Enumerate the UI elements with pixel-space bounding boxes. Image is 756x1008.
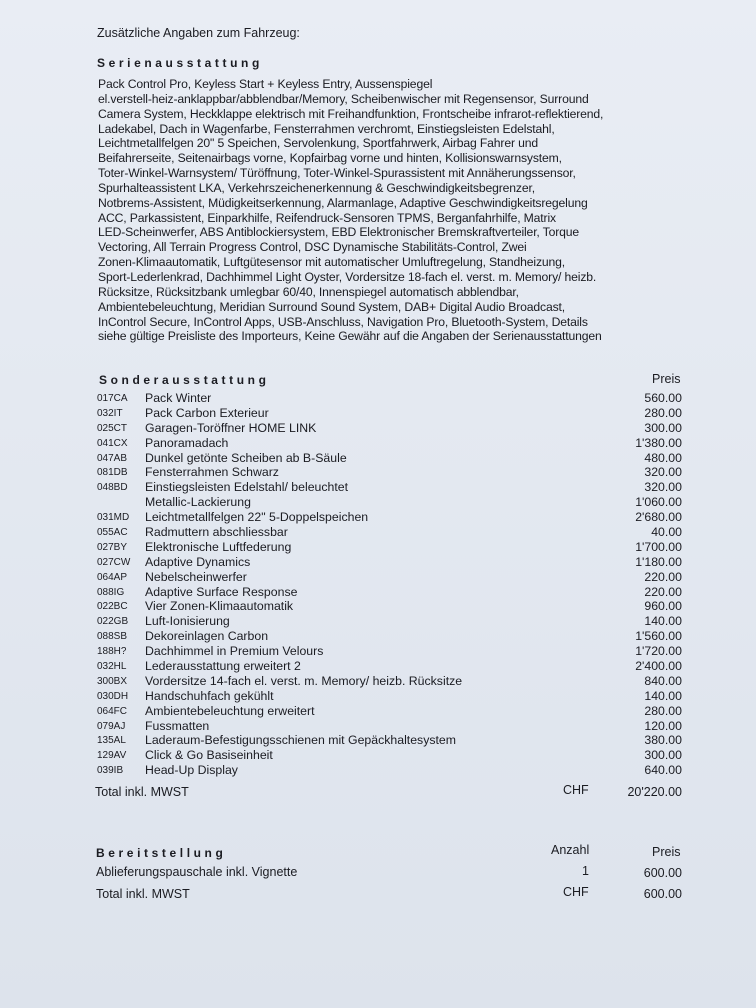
item-code: 032IT xyxy=(97,407,123,419)
serien-line: Zonen-Klimaautomatik, Luftgütesensor mit automatischer Umluftregelung, Standheizung, xyxy=(98,255,566,270)
serien-line: LED-Scheinwerfer, ABS Antiblockiersystem, EBD Elektronischer Bremskraftverteiler, Torque xyxy=(98,225,580,240)
table-row xyxy=(0,748,756,763)
table-row xyxy=(0,674,756,689)
item-price: 300.00 xyxy=(644,748,682,763)
table-row xyxy=(0,570,756,585)
serien-line: Rücksitze, Rücksitzbank umlegbar 60/40, Innenspiegel automatisch abblendbar, xyxy=(98,284,519,299)
item-desc: Leichtmetallfelgen 22" 5-Doppelspeichen xyxy=(145,510,369,525)
item-code: 300BX xyxy=(97,675,128,687)
item-code: 027BY xyxy=(97,541,128,553)
item-desc: Handschuhfach gekühlt xyxy=(145,688,274,703)
item-desc: Dachhimmel in Premium Velours xyxy=(145,644,324,659)
item-code: 055AC xyxy=(97,527,128,539)
item-code: 129AV xyxy=(97,750,127,762)
sonder-table xyxy=(0,391,756,778)
serien-text xyxy=(98,77,658,344)
item-desc: Garagen-Toröffner HOME LINK xyxy=(145,420,317,435)
item-code: 032HL xyxy=(97,661,127,673)
serien-line: el.verstell-heiz-anklappbar/abblendbar/Memory, Scheibenwischer mit Regensensor, Surround xyxy=(98,91,589,106)
intro-heading: Zusätzliche Angaben zum Fahrzeug: xyxy=(97,26,300,40)
item-price: 640.00 xyxy=(644,763,682,778)
serien-line: Camera System, Heckklappe elektrisch mit Freihandfunktion, Frontscheibe infrarot-reflektierend, xyxy=(98,106,604,121)
item-code: 064AP xyxy=(97,571,128,583)
item-price: 1'560.00 xyxy=(635,629,682,644)
item-price: 1'720.00 xyxy=(635,644,682,659)
item-code: 022BC xyxy=(97,601,128,613)
table-row xyxy=(0,540,756,555)
bereit-heading: Bereitstellung xyxy=(96,846,227,860)
item-code: 030DH xyxy=(97,690,129,702)
bereit-qty-header: Anzahl xyxy=(551,843,590,857)
item-code: 025CT xyxy=(97,422,128,434)
item-code: 017CA xyxy=(97,393,128,404)
item-code: 047AB xyxy=(97,452,128,464)
item-price: 220.00 xyxy=(644,584,682,599)
table-row xyxy=(0,689,756,704)
item-desc: Click & Go Basiseinheit xyxy=(145,748,273,763)
item-desc: Luft-Ionisierung xyxy=(145,614,230,629)
serien-line: Beifahrerseite, Seitenairbags vorne, Kopfairbag vorne und hinten, Kollisionswarnsystem, xyxy=(98,151,562,166)
serien-line: ACC, Parkassistent, Einparkhilfe, Reifendruck-Sensoren TPMS, Berganfahrhilfe, Matrix xyxy=(98,210,556,225)
item-desc: Radmuttern abschliessbar xyxy=(145,525,288,540)
item-desc: Head-Up Display xyxy=(145,763,238,778)
item-code: 088IG xyxy=(97,586,125,598)
item-price: 2'680.00 xyxy=(635,510,682,525)
table-row xyxy=(0,436,756,451)
table-row xyxy=(0,644,756,659)
serien-line: Ladekabel, Dach in Wagenfarbe, Fensterrahmen verchromt, Einstiegsleisten Edelstahl, xyxy=(98,121,555,136)
item-price: 140.00 xyxy=(644,614,682,629)
item-price: 1'700.00 xyxy=(635,539,682,554)
item-price: 560.00 xyxy=(644,391,682,405)
table-row xyxy=(0,465,756,480)
item-price: 300.00 xyxy=(644,420,682,435)
serien-line: Pack Control Pro, Keyless Start + Keyless Entry, Aussenspiegel xyxy=(98,77,433,91)
bereit-item-qty: 1 xyxy=(582,864,589,878)
sonder-total-label: Total inkl. MWST xyxy=(95,785,189,799)
table-row xyxy=(0,480,756,495)
item-price: 280.00 xyxy=(644,405,682,420)
item-code: 135AL xyxy=(97,735,126,747)
bereit-total-label: Total inkl. MWST xyxy=(96,887,190,901)
serien-line: InControl Secure, InControl Apps, USB-Anschluss, Navigation Pro, Bluetooth-System, Details xyxy=(98,314,588,329)
item-desc: Vordersitze 14-fach el. verst. m. Memory/ heizb. Rücksitze xyxy=(145,673,463,688)
serien-line: Toter-Winkel-Warnsystem/ Türöffnung, Toter-Winkel-Spurassistent mit Annäherungssensor, xyxy=(98,166,576,181)
item-desc: Einstiegsleisten Edelstahl/ beleuchtet xyxy=(145,480,349,495)
item-price: 1'180.00 xyxy=(635,554,682,569)
item-code: 039IB xyxy=(97,765,124,777)
item-price: 140.00 xyxy=(644,688,682,703)
item-desc: Laderaum-Befestigungsschienen mit Gepäckhaltesystem xyxy=(145,733,457,748)
serien-line: Spurhalteassistent LKA, Verkehrszeichenerkennung & Geschwindigkeitsbegrenzer, xyxy=(98,180,535,195)
serien-line: siehe gültige Preisliste des Importeurs, Keine Gewähr auf die Angaben der Serienausstattungen xyxy=(98,329,602,344)
item-desc: Adaptive Dynamics xyxy=(145,554,251,569)
item-desc: Ambientebeleuchtung erweitert xyxy=(145,703,315,718)
item-price: 960.00 xyxy=(644,599,682,614)
item-code: 031MD xyxy=(97,512,130,524)
table-row xyxy=(0,719,756,734)
item-code: 041CX xyxy=(97,437,128,449)
table-row xyxy=(0,406,756,421)
table-row xyxy=(0,421,756,436)
table-row xyxy=(0,629,756,644)
serien-line: Notbrems-Assistent, Müdigkeitserkennung, Alarmanlage, Adaptive Geschwindigkeitsregelung xyxy=(98,195,588,210)
item-desc: Pack Winter xyxy=(145,391,212,405)
bereit-total-value: 600.00 xyxy=(643,887,682,901)
item-price: 840.00 xyxy=(644,673,682,688)
serien-line: Vectoring, All Terrain Progress Control, DSC Dynamische Stabilitäts-Control, Zwei xyxy=(98,240,527,255)
bereit-total-currency: CHF xyxy=(563,885,589,899)
item-desc: Fensterrahmen Schwarz xyxy=(145,465,279,480)
table-row xyxy=(0,525,756,540)
item-code: 079AJ xyxy=(97,720,126,732)
item-price: 480.00 xyxy=(644,450,682,465)
sonder-total-value: 20'220.00 xyxy=(627,785,682,799)
item-code: 188H? xyxy=(97,646,127,658)
table-row xyxy=(0,585,756,600)
item-price: 1'060.00 xyxy=(635,495,682,510)
item-desc: Dekoreinlagen Carbon xyxy=(145,629,269,644)
table-row xyxy=(0,555,756,570)
table-row xyxy=(0,733,756,748)
serien-line: Sport-Lederlenkrad, Dachhimmel Light Oyster, Vordersitze 18-fach el. verst. m. Memory/ heizb. xyxy=(98,269,597,284)
serien-heading: Serienausstattung xyxy=(97,56,263,70)
serien-line: Leichtmetallfelgen 20" 5 Speichen, Servolenkung, Sportfahrwerk, Airbag Fahrer und xyxy=(98,136,538,151)
table-row xyxy=(0,451,756,466)
item-price: 320.00 xyxy=(644,480,682,495)
sonder-heading: Sonderausstattung xyxy=(99,373,270,387)
sonder-total-currency: CHF xyxy=(563,783,589,797)
item-desc: Vier Zonen-Klimaautomatik xyxy=(145,599,294,614)
table-row xyxy=(0,763,756,778)
table-row xyxy=(0,614,756,629)
item-code: 027CW xyxy=(97,556,131,568)
item-code: 064FC xyxy=(97,705,128,717)
item-price: 2'400.00 xyxy=(635,659,682,674)
serien-line: Ambientebeleuchtung, Meridian Surround Sound System, DAB+ Digital Audio Broadcast, xyxy=(98,299,566,314)
item-desc: Dunkel getönte Scheiben ab B-Säule xyxy=(145,450,347,465)
item-price: 40.00 xyxy=(651,525,682,540)
item-price: 320.00 xyxy=(644,465,682,480)
item-price: 280.00 xyxy=(644,703,682,718)
item-code: 048BD xyxy=(97,482,128,494)
table-row xyxy=(0,659,756,674)
item-price: 380.00 xyxy=(644,733,682,748)
bereit-item-desc: Ablieferungspauschale inkl. Vignette xyxy=(96,865,298,879)
item-price: 120.00 xyxy=(644,718,682,733)
item-desc: Pack Carbon Exterieur xyxy=(145,405,269,420)
table-row xyxy=(0,495,756,510)
item-desc: Lederausstattung erweitert 2 xyxy=(145,659,301,674)
item-desc: Metallic-Lackierung xyxy=(145,495,251,510)
item-code: 088SB xyxy=(97,631,128,643)
item-desc: Nebelscheinwerfer xyxy=(145,569,247,584)
item-code: 022GB xyxy=(97,616,129,628)
table-row xyxy=(0,510,756,525)
table-row xyxy=(0,391,756,406)
table-row xyxy=(0,704,756,719)
item-desc: Fussmatten xyxy=(145,718,210,733)
item-price: 1'380.00 xyxy=(635,435,682,450)
table-row xyxy=(0,599,756,614)
item-desc: Panoramadach xyxy=(145,435,229,450)
sonder-price-header: Preis xyxy=(652,372,681,386)
item-code: 081DB xyxy=(97,467,128,479)
item-desc: Elektronische Luftfederung xyxy=(145,539,292,554)
item-desc: Adaptive Surface Response xyxy=(145,584,298,599)
item-price: 220.00 xyxy=(644,569,682,584)
bereit-item-price: 600.00 xyxy=(643,866,682,880)
bereit-price-header: Preis xyxy=(652,845,681,859)
